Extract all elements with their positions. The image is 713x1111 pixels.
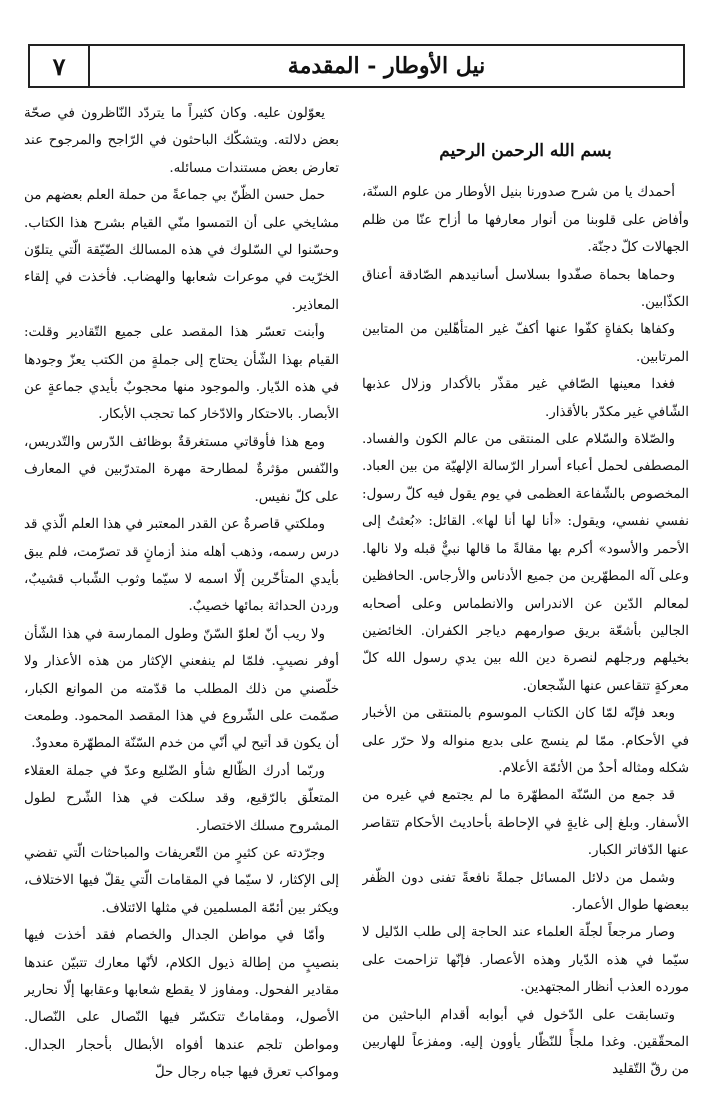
paragraph: والصّلاة والسّلام على المنتقى من عالم الكون والفساد. المصطفى لحمل أعباء أسرار الرّسالة الإلهيّة من بين العباد. المخصوص بالشّفاعة العظمى في يوم يقول فيه كلّ رسول: نفسي نفسي، ويقول: «أنا لها أنا لها». القائل: «بُعثتُ إلى الأحمر والأسود» أكرم بها مقالةً ما قالها نبيٌّ قبله ولا نالها. وعلى آله المطهّرين من جميع الأدناس والأرجاس. الحافظين لمعالم الدّين عن الاندراس والانطماس وعلى أصحابه الجالين بأشعّة بريق صوارمهم دياجر الكفران. الخائضين بخيلهم ورجلهم لنصرة دين الله بين يدي رسول الله كلّ معركةٍ تتقاعس عنها الشّجعان. bbox=[362, 432, 689, 694]
paragraph: وتسابقت على الدّخول في أبوابه أقدام الباحثين من المحقّقين. وغدا ملجأً للنّظّار يأوون إليه. ومفزعاً للهاربين من رقّ التّقليد bbox=[362, 1007, 689, 1078]
paragraph: وملكتي قاصرةٌ عن القدر المعتبر في هذا العلم الّذي قد درس رسمه، وذهب أهله منذ أزمانٍ قد تصرّمت، فلم يبق بأيدي المتأخّرين إلّا اسمه لا سيّما وثوب الشّباب قشيبٌ، وردن الحداثة بمائها خصيبٌ. bbox=[24, 517, 339, 615]
paragraph: وبعد فإنّه لمّا كان الكتاب الموسوم بالمنتقى من الأخبار في الأحكام. ممّا لم ينسج على بديع منواله ولا حرّر على شكله ومثاله أحدٌ من الأئمّة الأعلام. bbox=[362, 706, 689, 776]
running-title: نيل الأوطار - المقدمة bbox=[287, 53, 486, 79]
paragraph: قد جمع من السّنّة المطهّرة ما لم يجتمع في غيره من الأسفار. وبلغ إلى غايةٍ في الإحاطة بأحاديث الأحكام تتقاصر عنها الدّفاتر الكبار. bbox=[362, 788, 689, 859]
paragraph: وحماها بحماة صفّدوا بسلاسل أسانيدهم الصّادقة أعناق الكذّابين. bbox=[362, 267, 689, 311]
left-column bbox=[24, 100, 339, 1100]
paragraph: فغدا معينها الصّافي غير مقذّر بالأكدار وزلال عذبها الشّافي غير مكدّر بالأقذار. bbox=[362, 377, 689, 420]
paragraph: وكفاها بكفاةٍ كفّوا عنها أكفّ غير المتأهّلين من المتابين المرتابين. bbox=[362, 322, 689, 365]
paragraph: يعوّلون عليه. وكان كثيراً ما يتردّد النّاظرون في صحّة بعض دلالته. ويتشكّك الباحثون في الرّاجح والمرجوح عند تعارض بعض مستندات مسائله. bbox=[24, 106, 339, 176]
paragraph: ومع هذا فأوقاتي مستغرقةٌ بوظائف الدّرس والتّدريس، والنّفس مؤثرةٌ لمطارحة مهرة المتدرّبين في المعارف على كلّ نفيس. bbox=[24, 434, 339, 505]
right-column bbox=[362, 100, 689, 1100]
paragraph: وربّما أدرك الظّالع شأو الضّليع وعدّ في جملة العقلاء المتعلّق بالرّقيع، وقد سلكت في هذا الشّرح لطول المشروح مسلك الاختصار. bbox=[24, 763, 339, 834]
paragraph: وجرّدته عن كثيرٍ من التّعريفات والمباحثات الّتي تفضي إلى الإكثار، لا سيّما في المقامات الّتي يقلّ فيها الاختلاف، ويكثر بين أئمّة المسلمين في مثلها الائتلاف. bbox=[24, 845, 339, 916]
paragraph: أحمدك يا من شرح صدورنا بنيل الأوطار من علوم السنّة، وأفاض على قلوبنا من أنوار معارفها ما أزاح عنّا من ظلم الجهالات كلّ دجنّة. bbox=[362, 185, 689, 256]
paragraph: ولا ريب أنّ لعلوّ السّنّ وطول الممارسة في هذا الشّأن أوفر نصيبٍ. فلمّا لم ينفعني الإكثار من هذه الأعذار ولا خلّصني من ذلك المطلب ما قدّمته من الموانع الكبار، صمّمت على الشّروع في هذا المقصد المحمود. وطمعت أن يكون قد أتيح لي أنّي من خدم السّنّة المطهّرة معدودٌ. bbox=[24, 626, 339, 752]
paragraph: وشمل من دلائل المسائل جملةً نافعةً تفنى دون الظّفر ببعضها طوال الأعمار. bbox=[362, 870, 689, 913]
paragraph: وأبنت تعسّر هذا المقصد على جميع التّقادير وقلت: القيام بهذا الشّأن يحتاج إلى جملةٍ من الكتب يعزّ وجودها في هذه الدّيار. والموجود منها محجوبٌ بأيدي جماعةٍ عن الأبصار. بالاحتكار والادّخار كما تحجب الأبكار. bbox=[24, 325, 339, 423]
paragraph: وصار مرجعاً لجلّة العلماء عند الحاجة إلى طلب الدّليل لا سيّما في هذه الدّيار وهذه الأعصار. فإنّها تزاحمت على مورده العذب أنظار المجتهدين. bbox=[362, 925, 689, 996]
paragraph: حمل حسن الظّنّ بي جماعةً من حملة العلم بعضهم من مشايخي على أن التمسوا منّي القيام بشرح هذا الكتاب. وحسّنوا لي السّلوك في هذه المسالك الضّيّقة الّتي يتلوّن الخرّيت في موعرات شعابها والهضاب. فأخذت في إلقاء المعاذير. bbox=[24, 188, 339, 313]
basmala: بسم الله الرحمن الرحيم bbox=[439, 141, 612, 161]
paragraph: وأمّا في مواطن الجدال والخصام فقد أخذت فيها بنصيبٍ من إطالة ذيول الكلام، لأنّها معارك تتبيّن عندها مقادير الفحول. ومفاوز لا يقطع شعابها وعقابها إلّا نحارير الأصول، ومقاماتٌ تتكسّر فيها النّصال على النّصال. ومواطن تلجم عندها أفواه الأبطال بأحجار الجدال. ومواكب تعرق فيها جباه رجال حلّ bbox=[24, 928, 339, 1081]
page-header bbox=[28, 44, 685, 88]
page-number: ٧ bbox=[30, 46, 90, 86]
